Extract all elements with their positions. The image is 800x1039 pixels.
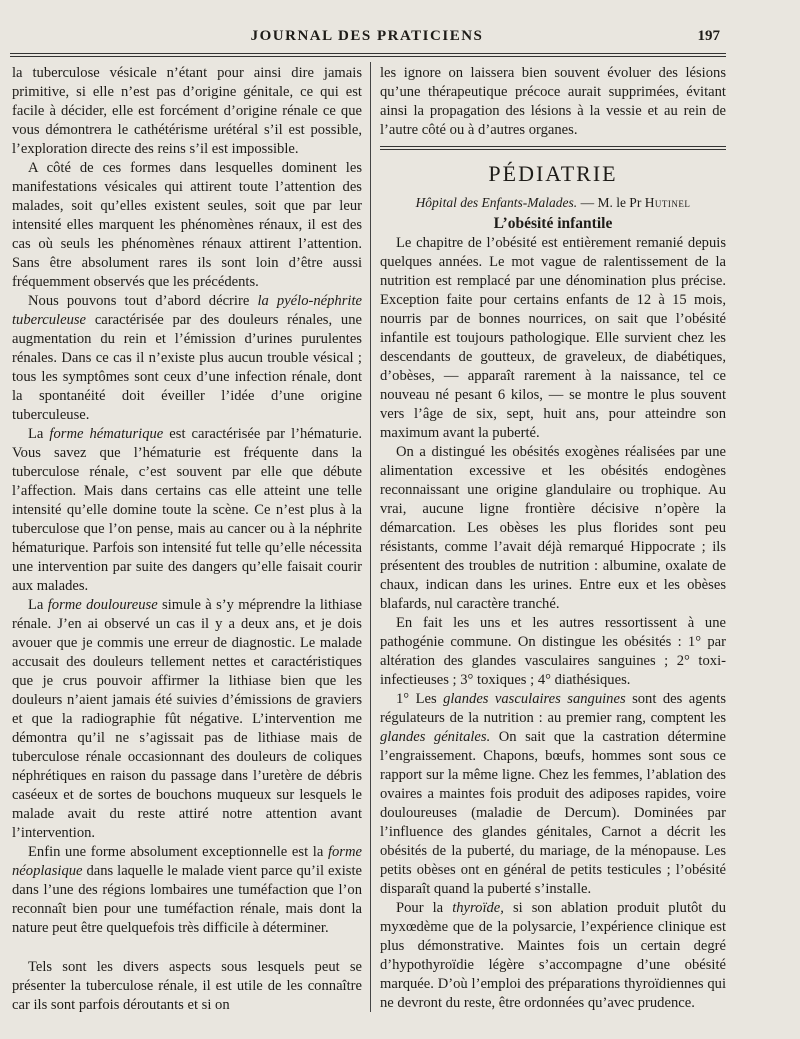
section-rule	[380, 146, 726, 150]
paragraph: Nous pouvons tout d’abord décrire la pyélo-néphrite tuberculeuse caractérisée par des douleurs rénales, une augmentation du rein et l’émission d’urines purulentes rénales. Dans ce cas il n’existe plus aucun trouble vésical ; tous les symptômes sont ceux d’une infection rénale, dont la spontanéité doit éveiller l’idée d’une origine tuberculeuse.	[12, 293, 362, 423]
right-column	[380, 64, 726, 1013]
left-column	[12, 64, 362, 1015]
journal-title: JOURNAL DES PRATICIENS	[250, 28, 484, 44]
article-title: L’obésité infantile	[493, 215, 613, 232]
paragraph: La forme douloureuse simule à s’y méprendre la lithiase rénale. J’en ai observé un cas il y a deux ans, et je dois avouer que je commis une erreur de diagnostic. Le malade accusait des douleurs tellement nettes et caractéristiques que je crus pouvoir affirmer la lithiase bien que les douleurs n’aient jamais été suivies d’émissions de graviers et que la radiographie fût négative. L’intervention me démontra qu’il ne s’agissait pas de lithiase mais de tuberculose rénale occasionnant des douleurs de coliques néphrétiques en raison du passage dans l’uretère de débris caséeux et de sortes de bouchons muqueux sur lesquels le malade avait du reste attiré notre attention avant l’intervention.	[12, 597, 362, 841]
article-source: Hôpital des Enfants-Malades. — M. le Pr Hutinel	[415, 195, 691, 210]
paragraph: Enfin une forme absolument exceptionnelle est la forme néoplasique dans laquelle le malade vient parce qu’il existe dans l’une des régions lombaires une tuméfaction que l’on reconnaît bien pour une tuméfaction rénale, mais dont la nature peut être quelquefois très difficile à déterminer.	[12, 844, 362, 936]
paragraph: Le chapitre de l’obésité est entièrement remanié depuis quelques années. Le mot vague de ralentissement de la nutrition est remplacé par une dénomination plus précise. Exception faite pour certains enfants de 12 à 15 mois, nourris par de bonnes nourrices, on sait que l’obésité infantile est toujours pathologique. Elle survient chez les descendants de goutteux, de graveleux, de diabétiques, d’obèses, — apparaît rarement à la naissance, tel ce nouveau né pesant 6 kilos, — se montre le plus souvent vers l’âge de six, sept, huit ans, pour atteindre son maximum avant la puberté.	[380, 235, 726, 441]
paragraph: 1° Les glandes vasculaires sanguines sont des agents régulateurs de la nutrition : au premier rang, comptent les glandes génitales. On sait que la castration détermine l’engraissement. Chapons, bœufs, hommes sont sous ce rapport sur la même ligne. Chez les femmes, l’ablation des ovaires a maintes fois produit des adiposes rapides, voire douloureuses (maladie de Dercum). Dominées par l’influence des glandes génitales, Carnot a décrit les obésités de la puberté, du mariage, de la ménopause. Les petits obèses ont en général de petits testicules ; l’obésité disparaît quand la puberté s’installe.	[380, 691, 726, 897]
column-divider	[370, 62, 371, 1012]
paragraph: la tuberculose vésicale n’étant pour ainsi dire jamais primitive, si elle n’est pas d’origine génitale, ce qui est facile à décider, elle est forcément d’origine rénale ce que vous démontrera le cathétérisme urétéral s’il est possible, l’exploration directe des reins s’il est impossible.	[12, 65, 362, 157]
section-title: PÉDIATRIE	[488, 161, 618, 186]
paragraph: A côté de ces formes dans lesquelles dominent les manifestations vésicales qui attirent toute l’attention des malades, soit qu’elles existent seules, soit que par leur intensité elles marquent les phénomènes rénaux, il est des cas où seuls les phénomènes rénaux attirent l’attention. Sans être absolument rares ils sont loin d’être aussi fréquemment observés que les précédents.	[12, 160, 362, 290]
page-number: 197	[697, 28, 720, 44]
paragraph: La forme hématurique est caractérisée par l’hématurie. Vous savez que l’hématurie est fréquente dans la tuberculose rénale, c’est souvent par elle que débute l’affection. Mais dans certains cas elle atteint une telle intensité qu’elle domine toute la scène. Ce n’est plus à la tuberculose que l’on pense, mais au cancer ou à la néphrite hématurique. Parfois son intensité fut telle qu’elle nécessita une intervention par suite des dangers qu’elle faisait courir aux malades.	[12, 426, 362, 594]
paragraph: En fait les uns et les autres ressortissent à une pathogénie commune. On distingue les obésités : 1° par altération des glandes vasculaires sanguines ; 2° toxi-infectieuses ; 3° toxiques ; 4° diathésiques.	[380, 615, 726, 688]
running-header	[14, 28, 720, 54]
paragraph: On a distingué les obésités exogènes réalisées par une alimentation excessive et les obésités endogènes reconnaissant une origine glandulaire ou trophique. Au vrai, aucune ligne frontière décisive n’opère la démarcation. Les obèses les plus florides sont peu résistants, comme l’avait déjà remarqué Hippocrate ; ils présentent des troubles de nutrition : albumine, oxalate de chaux, indican dans les urines. Entre eux et les obèses blafards, nul caractère tranché.	[380, 444, 726, 612]
paragraph: Pour la thyroïde, si son ablation produit plutôt du myxœdème que de la polysarcie, l’expérience clinique est plus démonstrative. Maintes fois un certain degré d’hypothyroïdie légère s’accompagne d’une obésité marquée. D’où l’emploi des préparations thyroïdiennes qui ne devront du reste, être ordonnées qu’avec prudence.	[380, 900, 726, 1011]
paragraph: les ignore on laissera bien souvent évoluer des lésions qu’une thérapeutique précoce aurait supprimées, évitant ainsi la propagation des lésions à la vessie et au rein de l’autre côté ou à d’autres organes.	[380, 65, 726, 138]
paragraph: Tels sont les divers aspects sous lesquels peut se présenter la tuberculose rénale, il est utile de les connaître car ils sont parfois déroutants et si on	[12, 959, 362, 1013]
header-rule	[10, 53, 726, 57]
